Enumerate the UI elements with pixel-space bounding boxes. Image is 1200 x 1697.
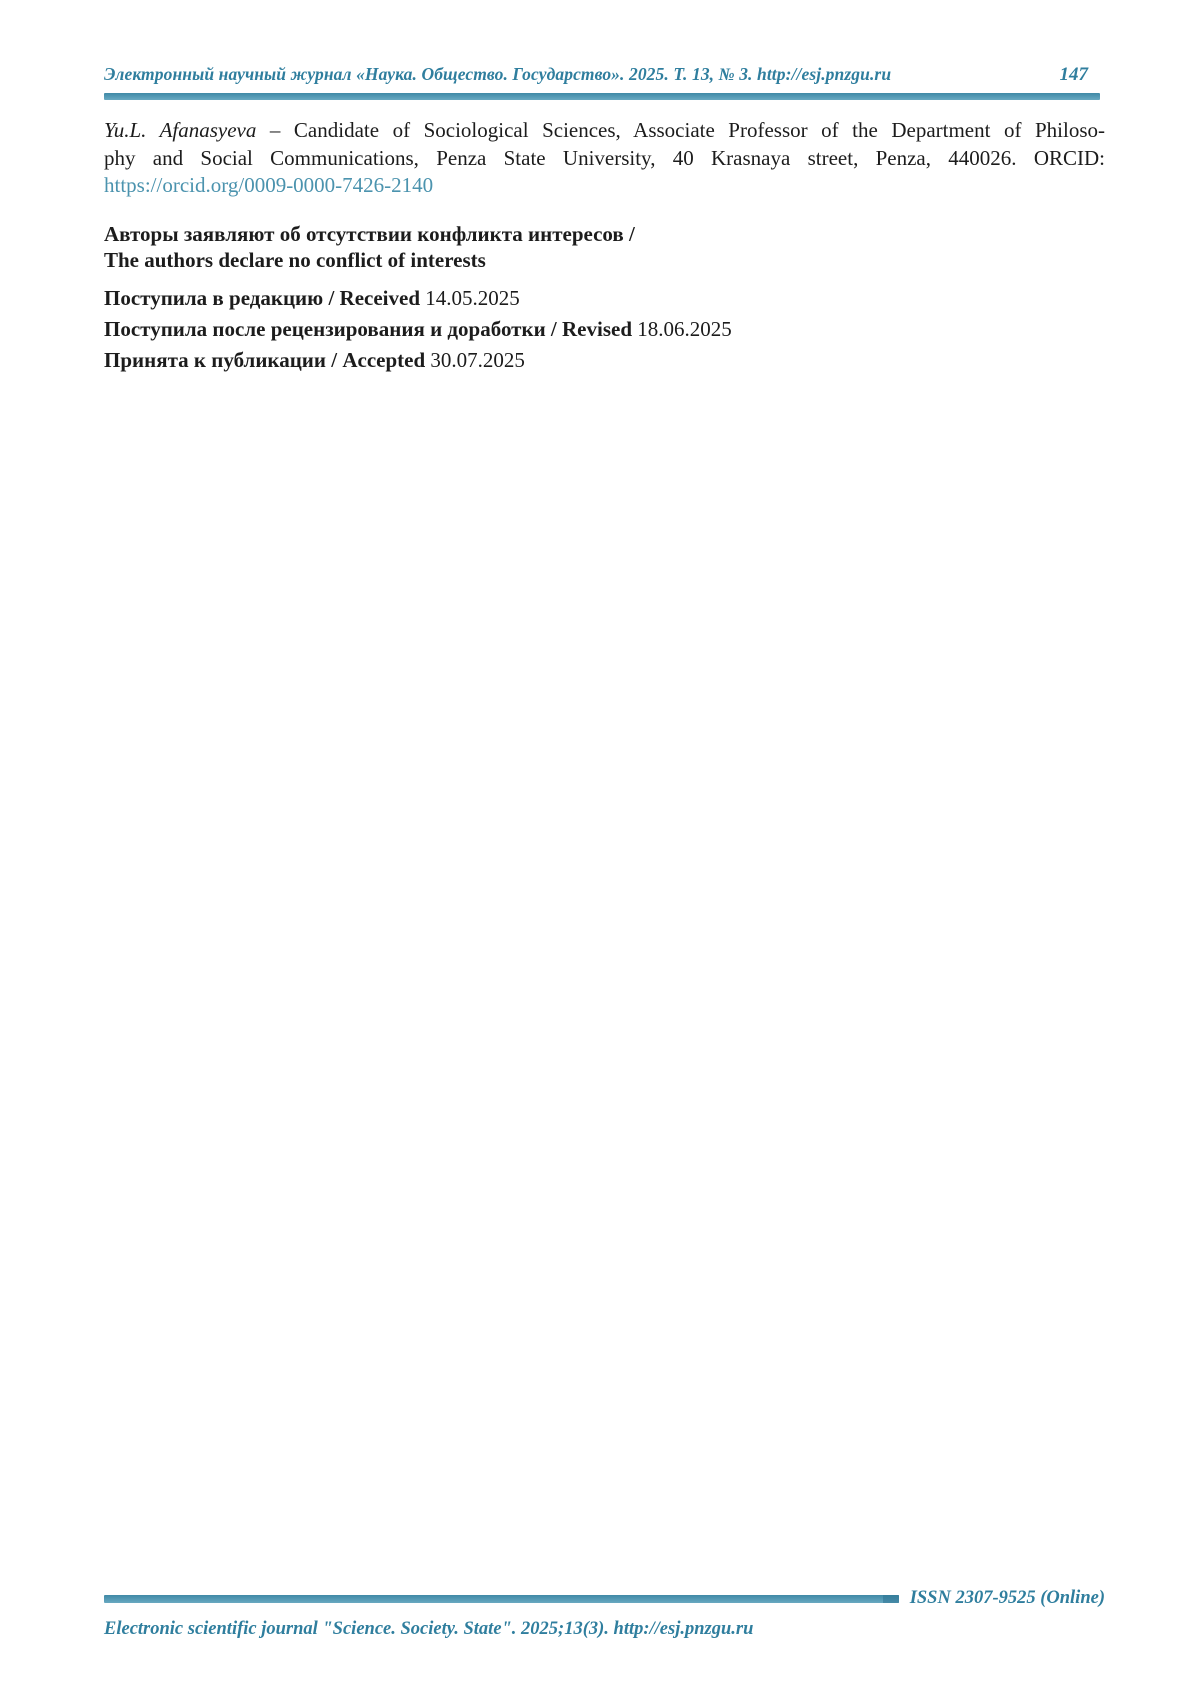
- author-orcid-line: [104, 172, 1105, 200]
- footer-rule: [104, 1595, 899, 1603]
- date-received-label: Поступила в редакцию / Received: [104, 285, 421, 310]
- date-revised-value: 18.06.2025: [637, 316, 732, 341]
- header-journal-title: Электронный научный журнал «Наука. Общество. Государство». 2025. Т. 13, № 3. http://esj.pnzgu.ru: [104, 64, 892, 84]
- page-number: 147: [1059, 64, 1088, 85]
- author-affiliation-line-1: [104, 117, 1105, 145]
- conflict-of-interest-block: [104, 221, 1105, 274]
- footer-journal-title: Electronic scientific journal "Science. Society. State". 2025;13(3). http://esj.pnzgu.ru: [104, 1619, 754, 1639]
- date-revised-label: Поступила после рецензирования и доработки / Revised: [104, 316, 633, 341]
- date-received-value: 14.05.2025: [425, 285, 520, 310]
- footer-issn: ISSN 2307-9525 (Online): [909, 1588, 1105, 1608]
- conflict-statement-ru: Авторы заявляют об отсутствии конфликта интересов /: [104, 221, 635, 246]
- page-footer: [104, 1588, 1105, 1640]
- conflict-statement-en: The authors declare no conflict of interests: [104, 248, 486, 272]
- author-affiliation-line-2: phy and Social Communications, Penza State University, 40 Krasnaya street, Penza, 440026. ORCID:: [104, 145, 1105, 170]
- date-accepted-row: [104, 345, 1105, 376]
- orcid-link[interactable]: https://orcid.org/0009-0000-7426-2140: [104, 173, 434, 197]
- header-rule: [104, 93, 1100, 100]
- date-accepted-value: 30.07.2025: [430, 347, 525, 372]
- date-revised-row: [104, 314, 1105, 345]
- page-header: [104, 64, 1100, 100]
- article-back-matter: [104, 117, 1105, 376]
- author-name: Yu.L. Afanasyeva: [104, 118, 257, 142]
- date-received-row: [104, 283, 1105, 314]
- date-accepted-label: Принята к публикации / Accepted: [104, 347, 426, 372]
- author-affiliation-text: – Candidate of Sociological Sciences, Associate Professor of the Department of Philoso-: [256, 118, 1105, 142]
- submission-dates-block: [104, 283, 1105, 376]
- author-affiliation-paragraph: [104, 117, 1105, 200]
